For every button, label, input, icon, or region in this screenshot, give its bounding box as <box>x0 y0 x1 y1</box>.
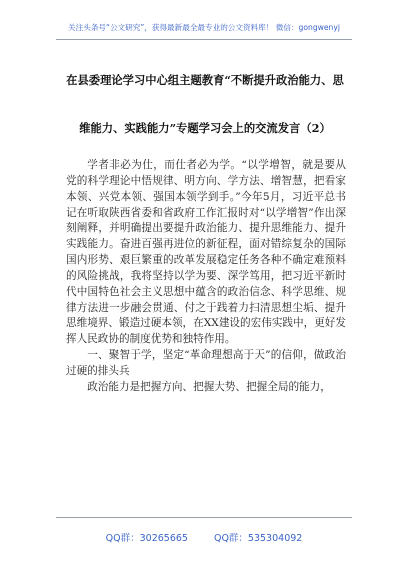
footer <box>0 530 408 544</box>
document-body <box>66 158 346 396</box>
header-divider <box>56 39 352 40</box>
document-title-line-1: 在县委理论学习中心组主题教育“不断提升政治能力、思 <box>66 73 344 87</box>
header-notice: 关注头条号“公文研究”，获得最新最全最专业的公文资料库！ 微信：gongwenyj <box>68 23 340 32</box>
body-paragraph: 学者非必为仕，而仕者必为学。“以学增智，就是要从党的科学理论中悟规律、明方向、学方法、增智慧，把看家本领、兴党本领、强国本领学到手。”今年5月，习近平总书记在听取陕西省委和省政府工作汇报时对“以学增智”作出深刻阐释，并明确提出要提升政治能力、提升思维能力、提升实践能力。奋进百强再进位的新征程，面对错综复杂的国际国内形势、艰巨繁重的改革发展稳定任务各种不确定难预料的风险挑战，我将坚持以学为要、深学笃用，把习近平新时代中国特色社会主义思想中蕴含的政治信念、科学思维、规律方法进一步融会贯通、付之于践着力扫清思想尘垢、提升思维境界、锻造过硬本领，在XX建设的宏伟实践中，更好发挥人民政协的制度优势和独特作用。 <box>66 159 346 346</box>
footer-qq-group-2: QQ群：535304092 <box>213 533 303 544</box>
body-paragraph: 政治能力是把握方向、把握大势、把握全局的能力， <box>87 380 331 393</box>
section-heading: 一、聚智于学，坚定“革命理想高于天”的信仰，做政治过硬的排头兵 <box>66 349 346 377</box>
footer-divider <box>56 517 352 518</box>
footer-qq-group-1: QQ群：30265665 <box>105 533 188 544</box>
document-title-line-2: 维能力、实践能力”专题学习会上的交流发言（2） <box>79 121 331 135</box>
